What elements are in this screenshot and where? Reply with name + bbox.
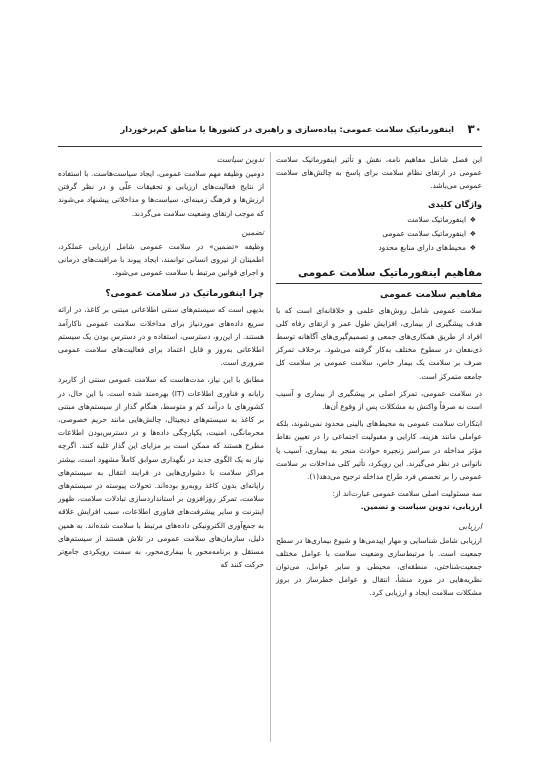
column-divider: [270, 152, 271, 742]
keywords-list: [276, 213, 482, 255]
keyword-item: ❖ محیط‌های دارای منابع محدود: [276, 241, 476, 255]
keyword-item: ❖ اینفورماتیک سلامت عمومی: [276, 227, 476, 241]
body-paragraph: مطابق با این نیاز، مدت‌هاست که سلامت عمومی سنتی از کاربرد رایانه و فناوری اطلاعات (IT) بهره‌مند شده است. با این حال، در کشورهای با درآمد کم و متوسط، هنگام گذار از سیستم‌های مبتنی بر کاغذ به سیستم‌های دیجیتال، چالش‌هایی مانند حریم خصوصی، محرمانگی، امنیت، یکپارچگی داده‌ها و در دسترس‌بودن اطلاعات مطرح هستند که ممکن است بر مزایای این گذار غلبه کنند. اگرچه نیاز به یک الگوی جدید در نگهداری سوابق کاملاً مشهود است، بیشتر مراکز سلامت با دشواری‌هایی در فرایند انتقال به سیستم‌های رایانه‌ای بدون کاغذ روبه‌رو بوده‌اند. تحولات پیوسته در سیستم‌های سلامت، تمرکز روزافزون بر استانداردسازی تبادلات سلامت، ظهور اینترنت و سایر پیشرفت‌های فناوری اطلاعات، سبب افزایش علاقه به جمع‌آوری الکترونیکی داده‌های مرتبط با سلامت شده‌اند. به همین دلیل، سازمان‌های سلامت عمومی در تلاش هستند از سیستم‌های مستقل و برنامه‌محور یا بیماری‌محور، به سمت رویکردی جامع‌تر حرکت کنند که: [58, 375, 265, 570]
policy-paragraph: دومین وظیفه مهم سلامت عمومی، ایجاد سیاست‌هاست. با استفاده از نتایج فعالیت‌های ارزیابی و تحقیقات علّی و در نظر گرفتن ارزش‌ها و فرهنگ زمینه‌ای، سیاست‌ها و مداخلاتی پیشنهاد می‌شوند که موجب ارتقای وضعیت سلامت می‌گردند.: [58, 169, 264, 218]
page-number: ۳۰: [467, 122, 482, 136]
keywords-heading: واژگان کلیدی: [428, 198, 482, 209]
assurance-paragraph: وظیفه «تضمین» در سلامت عمومی شامل ارزیابی عملکرد، اطمینان از نیروی انسانی توانمند، ایجاد پیوند با مراقبت‌های درمانی و اجرای قوانین مرتبط با سلامت عمومی می‌شود.: [58, 241, 264, 278]
body-paragraph: در سلامت عمومی، تمرکز اصلی بر پیشگیری از بیماری و آسیب است نه صرفاً واکنش به مشکلات پس از وقوع آن‌ها.: [276, 388, 482, 412]
keyword-item: ❖ اینفورماتیک سلامت: [276, 213, 476, 227]
left-column: [58, 153, 264, 575]
why-informatics-heading: چرا اینفورماتیک در سلامت عمومی؟: [105, 289, 264, 300]
page-header: [58, 120, 482, 147]
body-paragraph: سلامت عمومی شامل روش‌های علمی و خلاقانه‌ای است که با هدف پیشگیری از بیماری، افزایش طول عمر و ارتقای رفاه کلی افراد از طریق همکاری‌های جمعی و تصمیم‌گیری‌های آگاهانه توسط ذی‌نفعان در سطوح مختلف به‌کار گرفته می‌شود. برخلاف تمرکز صرف بر سلامت یک بیمار خاص، سلامت عمومی بر سلامت کل جامعه متمرکز است.: [276, 305, 482, 381]
body-paragraph: ابتکارات سلامت عمومی به محیط‌های بالینی محدود نمی‌شوند، بلکه عواملی مانند هزینه، کارایی و مقبولیت اجتماعی را در تعیین نقاط مؤثر مداخله در سراسر زنجیره حوادث منجر به بیماری، آسیب یا ناتوانی در نظر می‌گیرند. این رویکرد، تأثیر کلی مداخلات بر سلامت عمومی را بر تخصص فرد طراح مداخله ترجیح می‌دهد(۱).: [276, 419, 482, 482]
running-title: اینفورماتیک سلامت عمومی: پیاده‌سازی و راهبری در کشورها یا مناطق کم‌برخوردار: [120, 124, 454, 134]
policy-heading: تدوین سیاست: [216, 155, 264, 164]
diamond-bullet-icon: ❖: [469, 229, 476, 238]
section-heading: مفاهیم اینفورماتیک سلامت عمومی: [276, 265, 482, 284]
responsibilities-line: ارزیابی، تدوین سیاست و تضمین.: [360, 502, 482, 512]
assurance-heading: تضمین: [241, 227, 264, 237]
intro-paragraph: این فصل شامل مفاهیم نامه، نقش و تأثیر اینفورماتیک سلامت عمومی در ارتقای نظام سلامت برای پاسخ به چالش‌های سلامت عمومی می‌باشد.: [276, 155, 482, 191]
diamond-bullet-icon: ❖: [469, 215, 476, 224]
subsection-heading: مفاهیم سلامت عمومی: [380, 289, 482, 300]
diamond-bullet-icon: ❖: [469, 243, 476, 252]
right-column: [276, 153, 482, 604]
assessment-heading: ارزیابی: [458, 521, 482, 531]
body-paragraph: سه مسئولیت اصلی سلامت عمومی عبارت‌اند از:: [332, 489, 482, 499]
body-paragraph: بدیهی است که سیستم‌های سنتی اطلاعاتی مبتنی بر کاغذ، در ارائه سریع داده‌های موردنیاز برای مداخلات سلامت عمومی ناکارآمد هستند. از این‌رو، دسترسی، استفاده و در دسترس بودن یک سیستم اطلاعاتی به‌روز و قابل اعتماد برای فعالیت‌های سلامت عمومی ضروری است.: [58, 305, 264, 368]
assessment-paragraph: ارزیابی شامل شناسایی و مهار اپیدمی‌ها و شیوع بیماری‌ها در سطح جمعیت است. با مرتبط‌سازی وضعیت سلامت با عوامل مختلف جمعیت‌شناختی، منطقه‌ای، محیطی و سایر عوامل، می‌توان نظریه‌هایی در مورد منشأ، انتقال و عوامل خطرساز در بروز مشکلات سلامت ایجاد و ارزیابی کرد.: [276, 535, 482, 598]
